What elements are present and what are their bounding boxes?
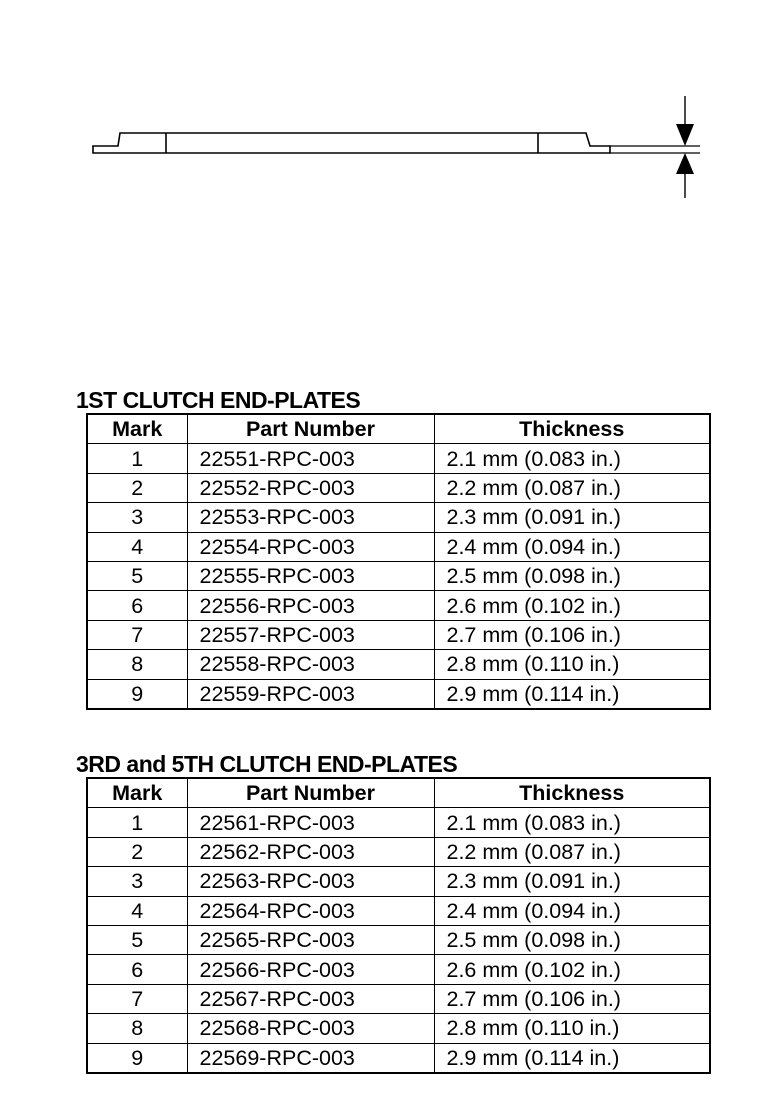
part-number-cell: 22555-RPC-003 bbox=[187, 561, 434, 590]
table-row bbox=[87, 808, 710, 837]
table-row bbox=[87, 867, 710, 896]
thickness-cell: 2.9 mm (0.114 in.) bbox=[434, 679, 710, 709]
mark-cell: 9 bbox=[87, 1043, 187, 1073]
part-number-cell: 22563-RPC-003 bbox=[187, 867, 434, 896]
thickness-cell: 2.8 mm (0.110 in.) bbox=[434, 650, 710, 679]
part-number-cell: 22557-RPC-003 bbox=[187, 620, 434, 649]
mark-cell: 7 bbox=[87, 620, 187, 649]
mark-cell: 4 bbox=[87, 896, 187, 925]
part-number-cell: 22552-RPC-003 bbox=[187, 473, 434, 502]
thickness-cell: 2.5 mm (0.098 in.) bbox=[434, 925, 710, 954]
table-row bbox=[87, 444, 710, 473]
table-row bbox=[87, 532, 710, 561]
table-row bbox=[87, 679, 710, 709]
mark-cell: 1 bbox=[87, 444, 187, 473]
column-header-mark: Mark bbox=[87, 414, 187, 444]
end-plate-table-1st-clutch bbox=[86, 413, 711, 710]
part-number-cell: 22556-RPC-003 bbox=[187, 591, 434, 620]
thickness-cell: 2.9 mm (0.114 in.) bbox=[434, 1043, 710, 1073]
mark-cell: 6 bbox=[87, 591, 187, 620]
thickness-cell: 2.5 mm (0.098 in.) bbox=[434, 561, 710, 590]
part-number-cell: 22568-RPC-003 bbox=[187, 1014, 434, 1043]
table-row bbox=[87, 650, 710, 679]
mark-cell: 2 bbox=[87, 473, 187, 502]
mark-cell: 8 bbox=[87, 1014, 187, 1043]
column-header-mark: Mark bbox=[87, 778, 187, 808]
table-row bbox=[87, 837, 710, 866]
thickness-cell: 2.1 mm (0.083 in.) bbox=[434, 444, 710, 473]
thickness-cell: 2.3 mm (0.091 in.) bbox=[434, 503, 710, 532]
table-row bbox=[87, 620, 710, 649]
thickness-cell: 2.7 mm (0.106 in.) bbox=[434, 984, 710, 1013]
thickness-cell: 2.2 mm (0.087 in.) bbox=[434, 837, 710, 866]
mark-cell: 5 bbox=[87, 561, 187, 590]
table-row bbox=[87, 955, 710, 984]
dimension-arrow-up-icon bbox=[676, 153, 694, 174]
part-number-cell: 22559-RPC-003 bbox=[187, 679, 434, 709]
table-row bbox=[87, 1014, 710, 1043]
part-number-cell: 22562-RPC-003 bbox=[187, 837, 434, 866]
mark-cell: 8 bbox=[87, 650, 187, 679]
table-row bbox=[87, 925, 710, 954]
end-plate-cross-section-diagram bbox=[0, 0, 768, 260]
section-title-3rd-5th-clutch: 3RD and 5TH CLUTCH END-PLATES bbox=[76, 751, 458, 777]
thickness-cell: 2.6 mm (0.102 in.) bbox=[434, 955, 710, 984]
part-number-cell: 22565-RPC-003 bbox=[187, 925, 434, 954]
part-number-cell: 22567-RPC-003 bbox=[187, 984, 434, 1013]
mark-cell: 5 bbox=[87, 925, 187, 954]
table-row bbox=[87, 503, 710, 532]
part-number-cell: 22554-RPC-003 bbox=[187, 532, 434, 561]
end-plate-outline bbox=[93, 133, 610, 153]
mark-cell: 9 bbox=[87, 679, 187, 709]
thickness-cell: 2.4 mm (0.094 in.) bbox=[434, 532, 710, 561]
mark-cell: 7 bbox=[87, 984, 187, 1013]
thickness-cell: 2.1 mm (0.083 in.) bbox=[434, 808, 710, 837]
table-row bbox=[87, 591, 710, 620]
mark-cell: 4 bbox=[87, 532, 187, 561]
mark-cell: 2 bbox=[87, 837, 187, 866]
column-header-part-number: Part Number bbox=[187, 778, 434, 808]
thickness-cell: 2.8 mm (0.110 in.) bbox=[434, 1014, 710, 1043]
mark-cell: 3 bbox=[87, 503, 187, 532]
thickness-cell: 2.6 mm (0.102 in.) bbox=[434, 591, 710, 620]
table-row bbox=[87, 896, 710, 925]
part-number-cell: 22551-RPC-003 bbox=[187, 444, 434, 473]
mark-cell: 6 bbox=[87, 955, 187, 984]
column-header-thickness: Thickness bbox=[434, 414, 710, 444]
table-header-row bbox=[87, 778, 710, 808]
part-number-cell: 22569-RPC-003 bbox=[187, 1043, 434, 1073]
table-row bbox=[87, 984, 710, 1013]
end-plate-table-3rd-5th-clutch bbox=[86, 777, 711, 1074]
part-number-cell: 22564-RPC-003 bbox=[187, 896, 434, 925]
thickness-cell: 2.2 mm (0.087 in.) bbox=[434, 473, 710, 502]
part-number-cell: 22553-RPC-003 bbox=[187, 503, 434, 532]
table-row bbox=[87, 1043, 710, 1073]
table-row bbox=[87, 561, 710, 590]
table-header-row bbox=[87, 414, 710, 444]
thickness-cell: 2.3 mm (0.091 in.) bbox=[434, 867, 710, 896]
part-number-cell: 22561-RPC-003 bbox=[187, 808, 434, 837]
mark-cell: 3 bbox=[87, 867, 187, 896]
part-number-cell: 22566-RPC-003 bbox=[187, 955, 434, 984]
table-row bbox=[87, 473, 710, 502]
thickness-cell: 2.4 mm (0.094 in.) bbox=[434, 896, 710, 925]
mark-cell: 1 bbox=[87, 808, 187, 837]
thickness-cell: 2.7 mm (0.106 in.) bbox=[434, 620, 710, 649]
dimension-arrow-down-icon bbox=[676, 124, 694, 146]
column-header-part-number: Part Number bbox=[187, 414, 434, 444]
part-number-cell: 22558-RPC-003 bbox=[187, 650, 434, 679]
section-title-1st-clutch: 1ST CLUTCH END-PLATES bbox=[76, 387, 361, 413]
column-header-thickness: Thickness bbox=[434, 778, 710, 808]
